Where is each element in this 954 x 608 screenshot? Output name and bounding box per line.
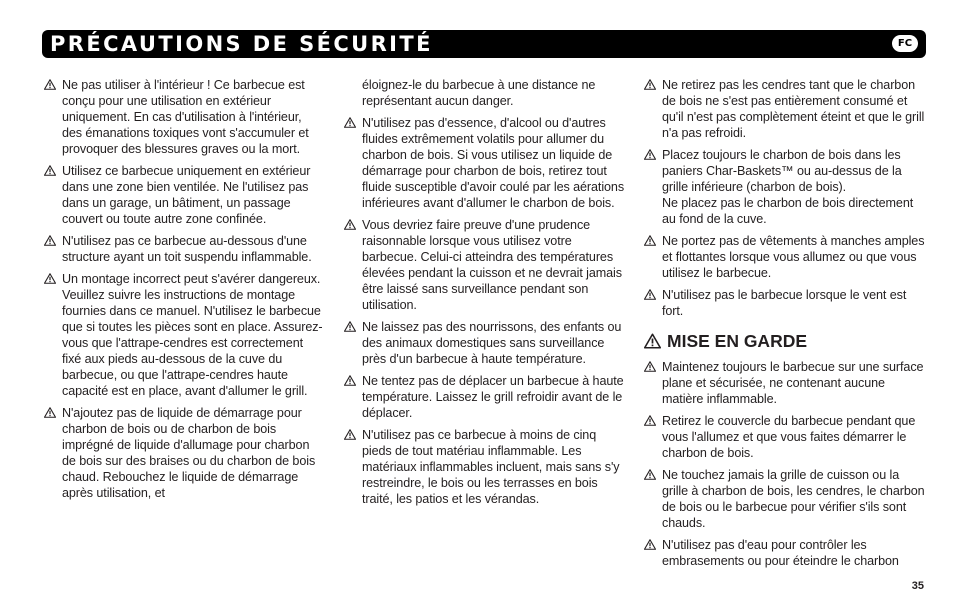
safety-item bbox=[44, 271, 324, 399]
safety-item-text: Ne touchez jamais la grille de cuisson ou la grille à charbon de bois, les cendres, le charbon de bois ou le barbecue pour vérifier s'ils sont chauds. bbox=[662, 468, 925, 530]
safety-item-extra-text: Ne placez pas le charbon de bois directement au fond de la cuve. bbox=[662, 196, 914, 226]
warning-icon bbox=[344, 117, 356, 128]
safety-item bbox=[644, 147, 928, 227]
safety-item-text: Un montage incorrect peut s'avérer dangereux. Veuillez suivre les instructions de montage fournies dans ce manuel. N'utilisez le barbecue que si toutes les pièces sont en place. Assurez-vous que l'attrape-cendres est correctement fixé aux pieds au-dessous de la cuve du barbecue, ou que l'attrape-cendres haute capacité est en place, avant d'allumer le grill. bbox=[62, 272, 323, 398]
safety-item bbox=[644, 467, 928, 531]
page-title: PRÉCAUTIONS DE SÉCURITÉ bbox=[50, 32, 433, 56]
safety-item-text: Retirez le couvercle du barbecue pendant que vous l'allumez et que vous faites démarrer le charbon de bois. bbox=[662, 414, 916, 460]
safety-item bbox=[44, 405, 324, 501]
safety-item bbox=[644, 77, 928, 141]
warning-icon bbox=[344, 219, 356, 230]
warning-icon bbox=[344, 375, 356, 386]
safety-item bbox=[344, 427, 628, 507]
safety-item bbox=[644, 233, 928, 281]
warning-icon bbox=[344, 429, 356, 440]
warning-icon bbox=[644, 415, 656, 426]
warning-icon bbox=[44, 235, 56, 246]
safety-item-text: éloignez-le du barbecue à une distance ne représentant aucun danger. bbox=[362, 78, 596, 108]
safety-item-text: Placez toujours le charbon de bois dans les paniers Char-Baskets™ ou au-dessus de la grille inférieure (charbon de bois). bbox=[662, 148, 902, 194]
safety-item bbox=[344, 77, 628, 109]
safety-item-text: Ne laissez pas des nourrissons, des enfants ou des animaux domestiques sans surveillance près d'un barbecue à haute température. bbox=[362, 320, 622, 366]
safety-item bbox=[644, 287, 928, 319]
warning-icon bbox=[644, 289, 656, 300]
section-title-banner bbox=[42, 30, 926, 58]
language-badge: FC bbox=[892, 35, 918, 52]
warning-icon bbox=[644, 149, 656, 160]
safety-item bbox=[44, 77, 324, 157]
warning-icon bbox=[44, 273, 56, 284]
section-heading-text: MISE EN GARDE bbox=[667, 331, 808, 351]
safety-item-text: N'ajoutez pas de liquide de démarrage pour charbon de bois ou de charbon de bois imprégné de liquide d'allumage pour charbon de bois sur des braises ou du charbon de bois chaud. Rebouchez le liquide de démarrage après utilisation, et bbox=[62, 406, 316, 500]
safety-item bbox=[644, 537, 928, 569]
safety-item bbox=[644, 413, 928, 461]
warning-icon bbox=[644, 469, 656, 480]
warning-icon bbox=[644, 333, 661, 349]
safety-item bbox=[44, 163, 324, 227]
safety-item-text: Maintenez toujours le barbecue sur une surface plane et sécurisée, ne contenant aucune matière inflammable. bbox=[662, 360, 924, 406]
safety-item-text: N'utilisez pas ce barbecue au-dessous d'une structure ayant un toit suspendu inflammable. bbox=[62, 234, 312, 264]
warning-icon bbox=[644, 79, 656, 90]
warning-icon bbox=[344, 321, 356, 332]
safety-item-text: N'utilisez pas d'essence, d'alcool ou d'autres fluides extrêmement volatils pour allumer du charbon de bois. Si vous utilisez un liquide de démarrage pour charbon de bois, retirez tout fluide susceptible d'avoir coulé par les aérations inférieures avant d'allumer le charbon de bois. bbox=[362, 116, 625, 210]
safety-item-text: Ne retirez pas les cendres tant que le charbon de bois ne s'est pas entièrement consumé et qu'il n'est pas complètement éteint et que le grill n'a pas refroidi. bbox=[662, 78, 925, 140]
safety-item-text: Ne portez pas de vêtements à manches amples et flottantes lorsque vous allumez ou que vous utilisez le barbecue. bbox=[662, 234, 925, 280]
safety-item bbox=[344, 115, 628, 211]
safety-item-text: Ne tentez pas de déplacer un barbecue à haute température. Laissez le grill refroidir avant de le déplacer. bbox=[362, 374, 624, 420]
column-2 bbox=[344, 77, 628, 513]
safety-item-text: Utilisez ce barbecue uniquement en extérieur dans une zone bien ventilée. Ne l'utilisez pas dans un garage, un bâtiment, un passage couvert ou toute autre zone confinée. bbox=[62, 164, 311, 226]
safety-item bbox=[344, 217, 628, 313]
warning-icon bbox=[44, 79, 56, 90]
safety-item-text: Vous devriez faire preuve d'une prudence raisonnable lorsque vous utilisez votre barbecue. Celui-ci atteindra des températures élevées pendant la cuisson et ne devrait jamais être laissé sans surveillance pendant son utilisation. bbox=[362, 218, 622, 312]
warning-icon bbox=[644, 361, 656, 372]
page-number: 35 bbox=[911, 580, 924, 592]
warning-icon bbox=[44, 407, 56, 418]
column-3 bbox=[644, 77, 928, 575]
warning-icon bbox=[44, 165, 56, 176]
safety-item bbox=[644, 359, 928, 407]
safety-item-text: N'utilisez pas ce barbecue à moins de cinq pieds de tout matériau inflammable. Les matériaux inflammables incluent, mais sans s'y restreindre, le bois ou les terrasses en bois traité, les patios et les vérandas. bbox=[362, 428, 620, 506]
column-1 bbox=[44, 77, 324, 507]
safety-item-text: N'utilisez pas le barbecue lorsque le vent est fort. bbox=[662, 288, 907, 318]
safety-item-text: N'utilisez pas d'eau pour contrôler les embrasements ou pour éteindre le charbon bbox=[662, 538, 899, 568]
warning-icon bbox=[644, 539, 656, 550]
safety-item-text: Ne pas utiliser à l'intérieur ! Ce barbecue est conçu pour une utilisation en extérieur uniquement. En cas d'utilisation à l'intérieur, des émanations toxiques vont s'accumuler et provoquer des blessures graves ou la mort. bbox=[62, 78, 309, 156]
safety-item bbox=[44, 233, 324, 265]
warning-icon bbox=[644, 235, 656, 246]
safety-item bbox=[344, 319, 628, 367]
safety-item bbox=[344, 373, 628, 421]
section-heading bbox=[644, 331, 928, 351]
